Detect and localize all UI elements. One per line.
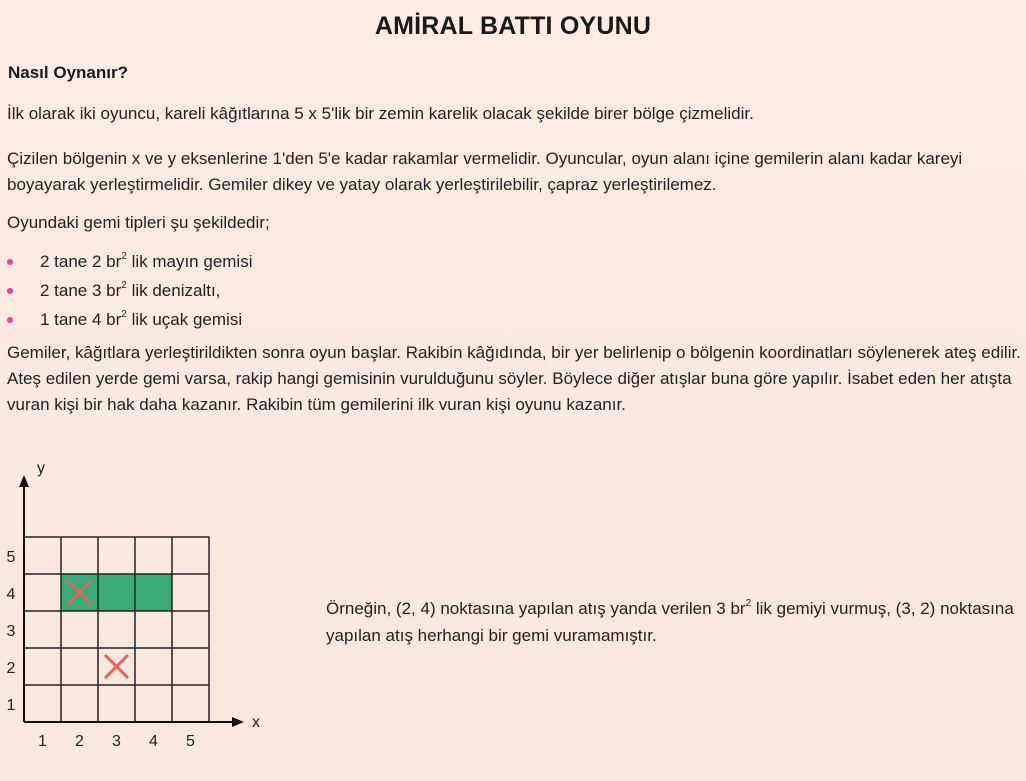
- ship-types-list: [7, 249, 252, 336]
- y-tick-label: 1: [6, 697, 16, 714]
- instruction-paragraph-1: İlk olarak iki oyuncu, kareli kâğıtlarına 5 x 5'lik bir zemin karelik olacak şekilde birer bölge çizmelidir.: [7, 104, 754, 123]
- bullet-dot-icon: [7, 288, 13, 294]
- x-tick-label: 3: [112, 733, 121, 750]
- x-axis-label: x: [252, 714, 260, 731]
- y-axis-label: y: [37, 460, 45, 477]
- page-title: AMİRAL BATTI OYUNU: [374, 12, 652, 40]
- bullet-dot-icon: [7, 259, 13, 265]
- x-tick-label: 2: [75, 733, 84, 750]
- y-tick-label: 5: [6, 549, 16, 566]
- ship-cell: [135, 574, 172, 611]
- list-item: [7, 278, 252, 307]
- section-heading: Nasıl Oynanır?: [8, 63, 128, 82]
- instruction-paragraph-2: Çizilen bölgenin x ve y eksenlerine 1'den 5'e kadar rakamlar vermelidir. Oyuncular, oyun alanı içine gemilerin alanı kadar kareyi boyayarak yerleştirmelidir. Gemiler dikey ve yatay olarak yerleştirilebilir, çapraz yerleştirilemez.: [7, 149, 963, 194]
- bullet-dot-icon: [7, 317, 13, 323]
- ship-text: 2 tane 3 $br^2$ lik denizaltı,: [40, 280, 221, 300]
- y-tick-label: 2: [6, 660, 16, 677]
- grid-svg: [0, 455, 300, 755]
- ship-text: 1 tane 4 $br^2$ lik uçak gemisi: [40, 309, 243, 329]
- x-tick-label: 4: [149, 733, 158, 750]
- coordinate-grid-figure: [0, 455, 300, 755]
- x-tick-label: 5: [186, 733, 195, 750]
- y-tick-label: 3: [6, 623, 16, 640]
- y-axis-arrow-icon: [19, 475, 29, 487]
- y-tick-label: 4: [6, 586, 16, 603]
- ship-cell: [98, 574, 135, 611]
- x-tick-label: 1: [38, 733, 47, 750]
- ship-types-intro: Oyundaki gemi tipleri şu şekildedir;: [7, 213, 270, 232]
- rules-paragraph: Gemiler, kâğıtlara yerleştirildikten sonra oyun başlar. Rakibin kâğıdında, bir yer belirlenip o bölgenin koordinatları söylenerek ateş edilir. Ateş edilen yerde gemi varsa, rakip hangi gemisinin vurulduğunu söyler. Böylece diğer atışlar buna göre yapılır. İsabet eden her atışta vuran kişi bir hak daha kazanır. Rakibin tüm gemilerini ilk vuran kişi oyunu kazanır.: [7, 343, 1021, 414]
- x-axis-arrow-icon: [232, 717, 244, 727]
- ship-text: 2 tane 2 $br^2$ lik mayın gemisi: [40, 251, 253, 271]
- example-text: Örneğin, (2, 4) noktasına yapılan atış yanda verilen 3 $br^2$ lik gemiyi vurmuş, (3, 2) noktasına yapılan atış herhangi bir gemi vuramamıştır.: [326, 598, 1014, 645]
- list-item: [7, 249, 252, 278]
- list-item: [7, 307, 252, 336]
